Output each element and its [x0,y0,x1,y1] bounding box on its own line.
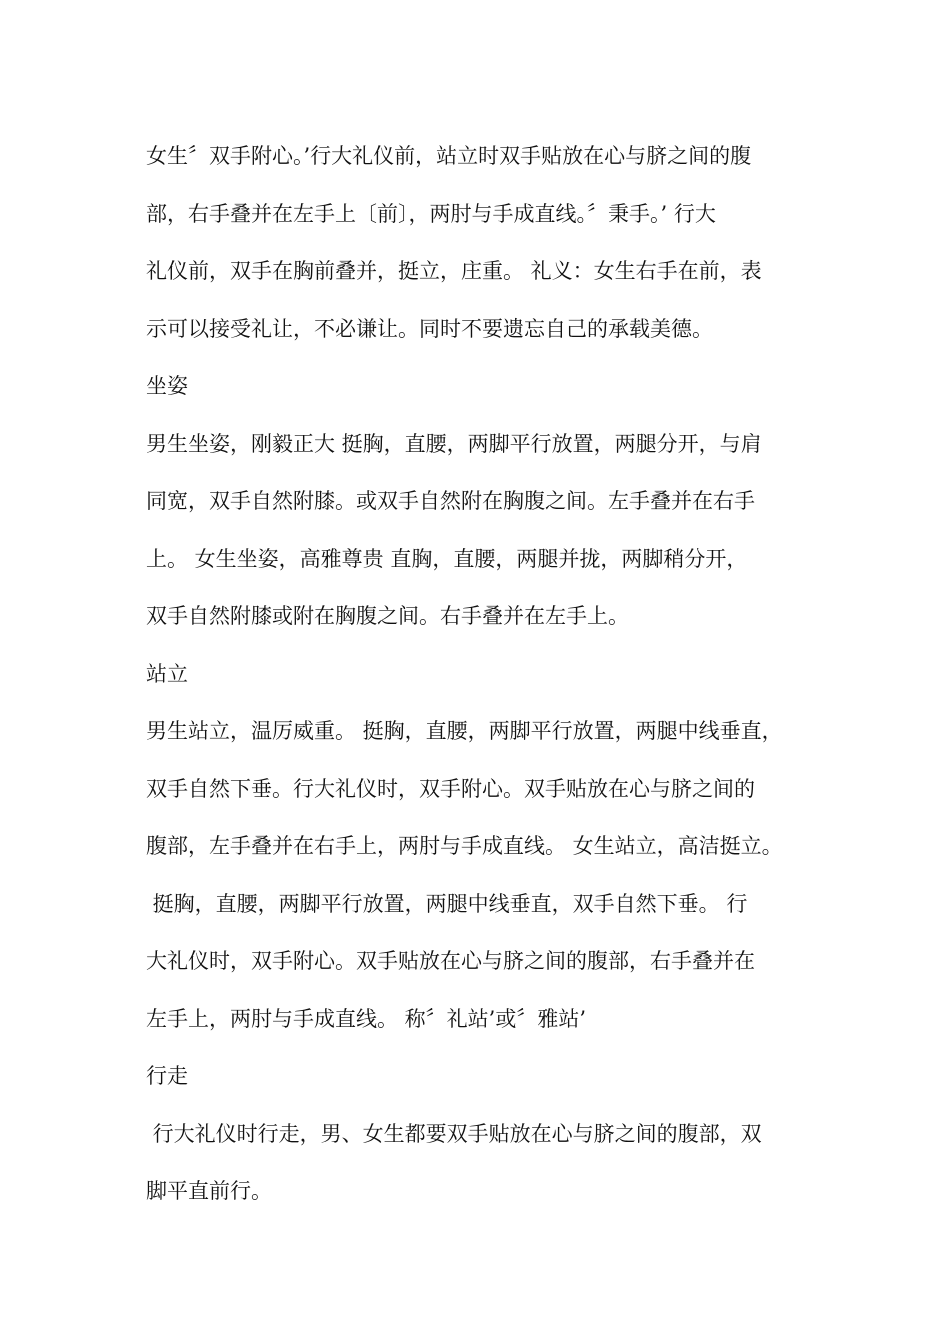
text-line: 男生站立，温厉威重。 挺胸，直腰，两脚平行放置，两腿中线垂直， [146,719,783,743]
text-line: 女生〞双手附心。’行大礼仪前，站立时双手贴放在心与脐之间的腹 [146,144,752,168]
text-line: 上。 女生坐姿，高雅尊贵 直胸，直腰，两腿并拢，两脚稍分开， [146,546,748,571]
text-line: 双手自然附膝或附在胸腹之间。右手叠并在左手上。 [146,604,629,628]
text-line: 同宽，双手自然附膝。或双手自然附在胸腹之间。左手叠并在右手 [146,489,755,513]
text-line: 挺胸，直腰，两脚平行放置，两腿中线垂直，双手自然下垂。 行 [146,891,748,916]
text-line: 礼仪前，双手在胸前叠并，挺立，庄重。 礼义：女生右手在前，表 [146,259,762,283]
text-line: 脚平直前行。 [146,1179,272,1203]
text-line: 大礼仪时，双手附心。双手贴放在心与脐之间的腹部，右手叠并在 [146,949,755,973]
text-line: 腹部，左手叠并在右手上，两肘与手成直线。 女生站立，高洁挺立。 [146,834,783,858]
text-line: 男生坐姿，刚毅正大 挺胸，直腰，两脚平行放置，两腿分开，与肩 [146,431,762,456]
text-line: 左手上，两肘与手成直线。 称〞礼站’或〞雅站’ [146,1006,587,1031]
section-heading-sitting: 坐姿 [146,374,188,398]
section-heading-walking: 行走 [146,1064,188,1088]
text-line: 部，右手叠并在左手上〔前〕，两肘与手成直线。〞秉手。’ 行大 [146,201,716,226]
section-heading-standing: 站立 [146,661,188,686]
text-line: 双手自然下垂。行大礼仪时，双手附心。双手贴放在心与脐之间的 [146,776,755,801]
text-line: 行大礼仪时行走，男、女生都要双手贴放在心与脐之间的腹部，双 [146,1121,762,1146]
text-line: 示可以接受礼让，不必谦让。同时不要遗忘自己的承载美德。 [146,316,713,341]
document-body [146,128,826,1221]
